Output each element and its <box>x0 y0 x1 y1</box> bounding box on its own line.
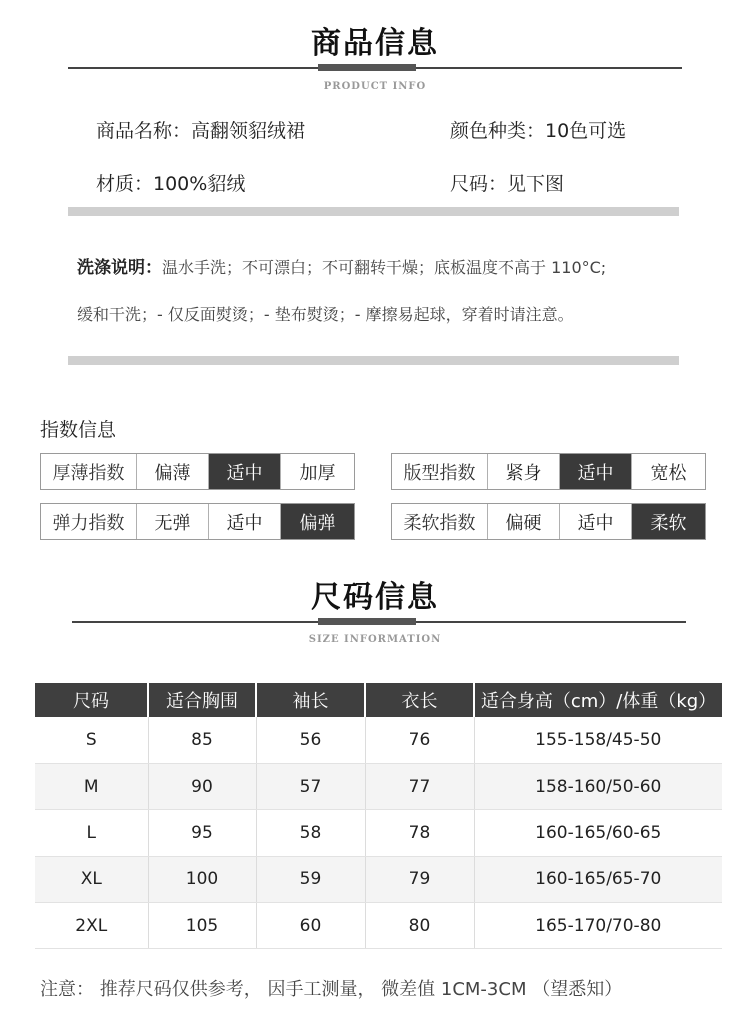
index-option-selected: 适中 <box>209 454 281 489</box>
index-option-selected: 适中 <box>560 454 632 489</box>
index-option: 偏薄 <box>137 454 209 489</box>
cell-size: S <box>35 717 148 763</box>
cell-bust: 95 <box>148 810 256 856</box>
index-option: 紧身 <box>488 454 560 489</box>
cell-size: 2XL <box>35 903 148 949</box>
size-note: 注意： 推荐尺码仅供参考， 因手工测量， 微差值 1CM-3CM （望悉知） <box>40 979 623 1000</box>
cell-length: 76 <box>365 717 474 763</box>
cell-sleeve: 59 <box>256 856 365 902</box>
cell-length: 80 <box>365 903 474 949</box>
index-option: 无弹 <box>137 504 209 539</box>
cell-sleeve: 57 <box>256 763 365 809</box>
index-option: 宽松 <box>650 462 687 484</box>
cell-height-weight: 160-165/65-70 <box>474 856 722 902</box>
size-table <box>35 683 722 949</box>
index-option: 适中 <box>560 504 632 539</box>
size-info-title: 尺码信息 <box>311 580 439 615</box>
header-size: 尺码 <box>35 683 148 717</box>
cell-length: 79 <box>365 856 474 902</box>
product-info-rule-accent <box>318 64 416 71</box>
cell-bust: 105 <box>148 903 256 949</box>
cell-sleeve: 56 <box>256 717 365 763</box>
table-row <box>35 856 722 902</box>
cell-sleeve: 58 <box>256 810 365 856</box>
index-heading: 指数信息 <box>40 419 117 441</box>
cell-sleeve: 60 <box>256 903 365 949</box>
header-sleeve: 袖长 <box>256 683 365 717</box>
cell-height-weight: 158-160/50-60 <box>474 763 722 809</box>
index-label: 厚薄指数 <box>41 454 137 489</box>
index-option: 加厚 <box>299 462 336 484</box>
table-row <box>35 810 722 856</box>
wash-text-1: 温水手洗；不可漂白；不可翻转干燥；底板温度不高于 110°C; <box>162 258 607 277</box>
index-label: 弹力指数 <box>41 504 137 539</box>
product-info-subtitle: PRODUCT INFO <box>323 81 427 92</box>
header-height-weight: 适合身高（cm）/体重（kg） <box>474 683 722 717</box>
cell-size: L <box>35 810 148 856</box>
divider-bar <box>68 207 679 216</box>
cell-bust: 100 <box>148 856 256 902</box>
product-name: 商品名称：高翻领貂绒裙 <box>96 120 306 142</box>
table-row <box>35 763 722 809</box>
header-bust: 适合胸围 <box>148 683 256 717</box>
cell-height-weight: 160-165/60-65 <box>474 810 722 856</box>
size-table-header <box>35 683 722 717</box>
cell-length: 78 <box>365 810 474 856</box>
cell-bust: 90 <box>148 763 256 809</box>
wash-instructions-line1 <box>77 253 606 278</box>
index-option-selected: 柔软 <box>632 504 705 539</box>
table-row <box>35 717 722 763</box>
index-label: 版型指数 <box>392 454 488 489</box>
cell-size: M <box>35 763 148 809</box>
table-row <box>35 903 722 949</box>
header-length: 衣长 <box>365 683 474 717</box>
cell-length: 77 <box>365 763 474 809</box>
divider-bar <box>68 356 679 365</box>
index-option: 偏硬 <box>488 504 560 539</box>
index-thickness <box>40 453 355 490</box>
index-elasticity <box>40 503 355 540</box>
size-info-subtitle: SIZE INFORMATION <box>308 634 442 645</box>
index-option-selected: 偏弹 <box>281 504 354 539</box>
cell-height-weight: 165-170/70-80 <box>474 903 722 949</box>
size-info-rule-accent <box>318 618 416 625</box>
index-softness <box>391 503 706 540</box>
index-label: 柔软指数 <box>392 504 488 539</box>
product-info-title: 商品信息 <box>311 26 439 61</box>
product-material: 材质：100%貂绒 <box>96 173 246 195</box>
index-fit <box>391 453 706 490</box>
index-option: 适中 <box>209 504 281 539</box>
product-colors: 颜色种类：10色可选 <box>450 120 627 142</box>
cell-size: XL <box>35 856 148 902</box>
cell-bust: 85 <box>148 717 256 763</box>
wash-instructions-line2: 缓和干洗；- 仅反面熨烫；- 垫布熨烫；- 摩擦易起球，穿着时请注意。 <box>77 305 574 324</box>
wash-label: 洗涤说明： <box>77 258 162 278</box>
cell-height-weight: 155-158/45-50 <box>474 717 722 763</box>
product-size: 尺码：见下图 <box>450 173 565 195</box>
